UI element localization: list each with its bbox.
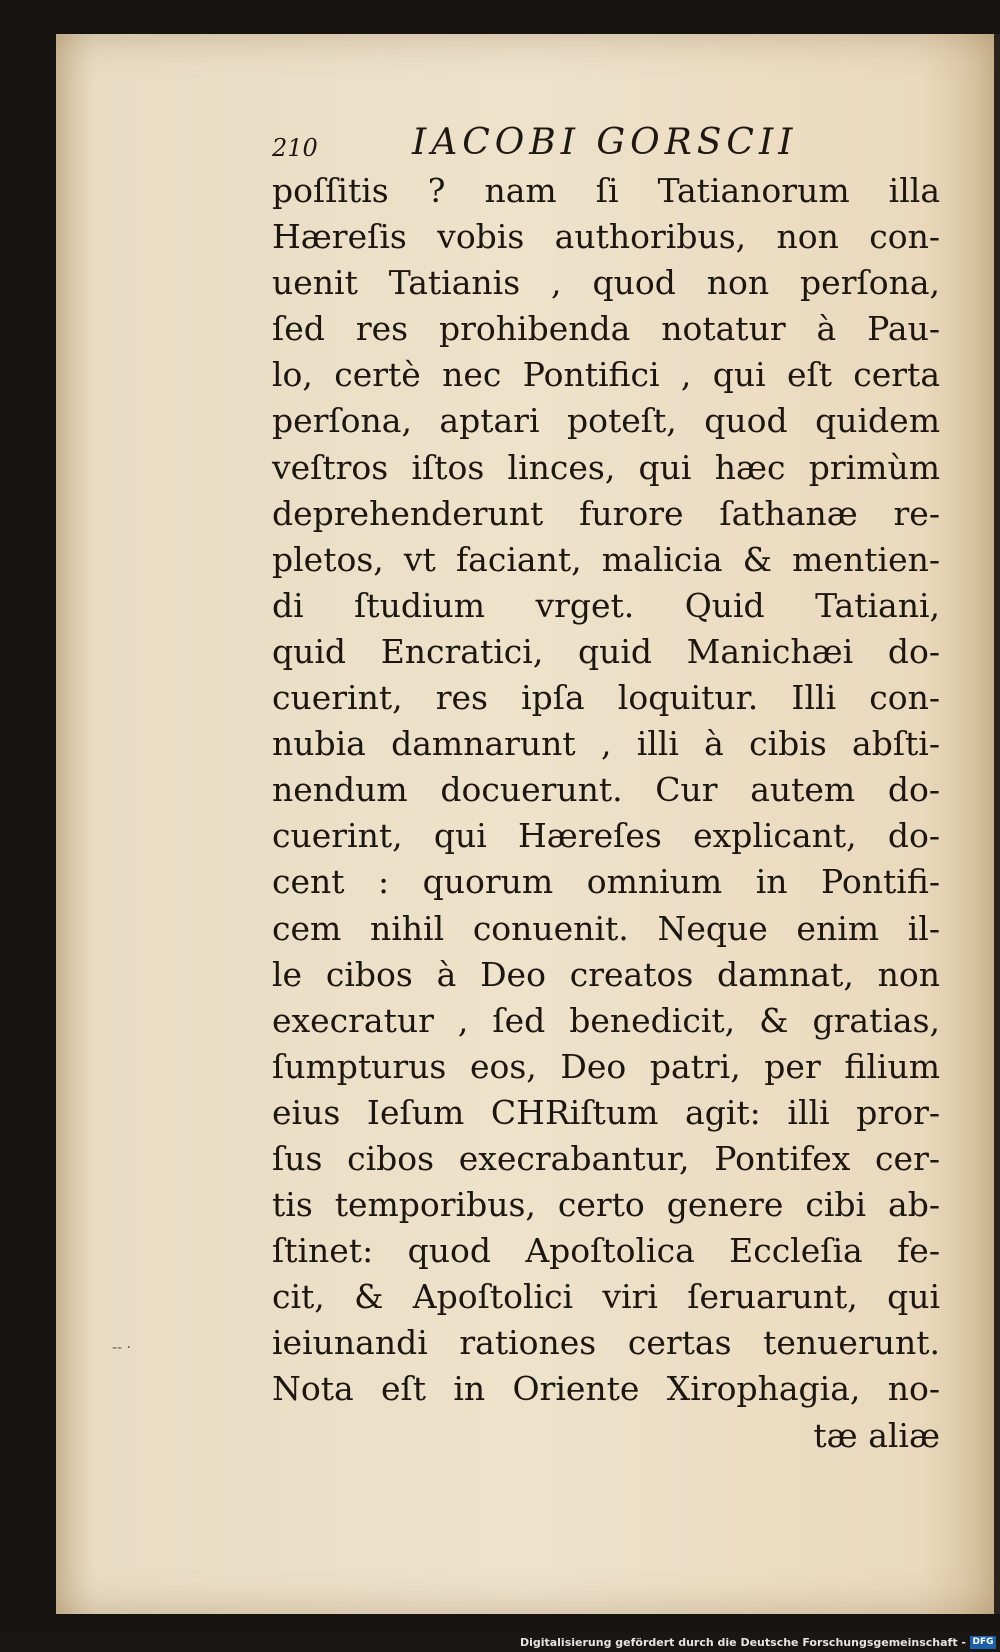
page-edge: [994, 34, 1000, 1614]
page-number: 210: [272, 134, 318, 162]
footer-credit: Digitalisierung gefördert durch die Deutsche Forschungsgemeinschaft -: [519, 1636, 966, 1649]
margin-mark: -- ·: [112, 1340, 132, 1356]
text-line: ſed res prohibenda notatur à Pau-: [272, 309, 940, 349]
text-line: ſtinet: quod Apoſtolica Eccleſia fe-: [272, 1231, 940, 1271]
text-line: quid Encratici, quid Manichæi do-: [272, 631, 940, 671]
catchword: tæ aliæ: [813, 1415, 940, 1455]
text-line: uenit Tatianis , quod non perſona,: [272, 263, 940, 303]
running-head: IACOBI GORSCII: [412, 122, 798, 163]
text-line: pletos, vt faciant, malicia & mentien-: [272, 539, 940, 579]
text-line: ſumpturus eos, Deo patri, per filium: [272, 1046, 940, 1086]
page-header: [272, 120, 952, 166]
text-line: ſus cibos execrabantur, Pontifex cer-: [272, 1138, 940, 1178]
text-line: eius Ieſum CHRiſtum agit: illi pror-: [272, 1092, 940, 1132]
text-line: Nota eſt in Oriente Xirophagia, no-: [272, 1369, 940, 1409]
text-line: di ſtudium vrget. Quid Tatiani,: [272, 585, 940, 625]
text-line: veſtros iſtos linces, qui hæc primùm: [272, 447, 940, 487]
text-line: le cibos à Deo creatos damnat, non: [272, 954, 940, 994]
text-line: deprehenderunt furore ſathanæ re-: [272, 493, 940, 533]
text-line: cuerint, qui Hæreſes explicant, do-: [272, 816, 940, 856]
text-line: cent : quorum omnium in Pontifi-: [272, 862, 940, 902]
text-line: lo, certè nec Pontifici , qui eſt certa: [272, 355, 940, 395]
text-line: perſona, aptari poteſt, quod quidem: [272, 401, 940, 441]
text-line: cuerint, res ipſa loquitur. Illi con-: [272, 678, 940, 718]
text-line: tis temporibus, certo genere cibi ab-: [272, 1185, 940, 1225]
text-line: poſſitis ? nam ſi Tatianorum illa: [272, 171, 940, 210]
text-line: ieiunandi rationes certas tenuerunt.: [272, 1323, 940, 1363]
footer-bar: [0, 1632, 1000, 1652]
text-line: cem nihil conuenit. Neque enim il-: [272, 908, 940, 948]
text-line: nendum docuerunt. Cur autem do-: [272, 770, 940, 810]
text-line: cit, & Apoſtolici viri ſeruarunt, qui: [272, 1277, 940, 1317]
dfg-logo: DFG: [970, 1636, 996, 1649]
body-text: [272, 168, 940, 1459]
text-line: execratur , ſed benedicit, & gratias,: [272, 1000, 940, 1040]
text-line: Hæreſis vobis authoribus, non con-: [272, 217, 940, 257]
text-line: nubia damnarunt , illi à cibis abſti-: [272, 724, 940, 764]
